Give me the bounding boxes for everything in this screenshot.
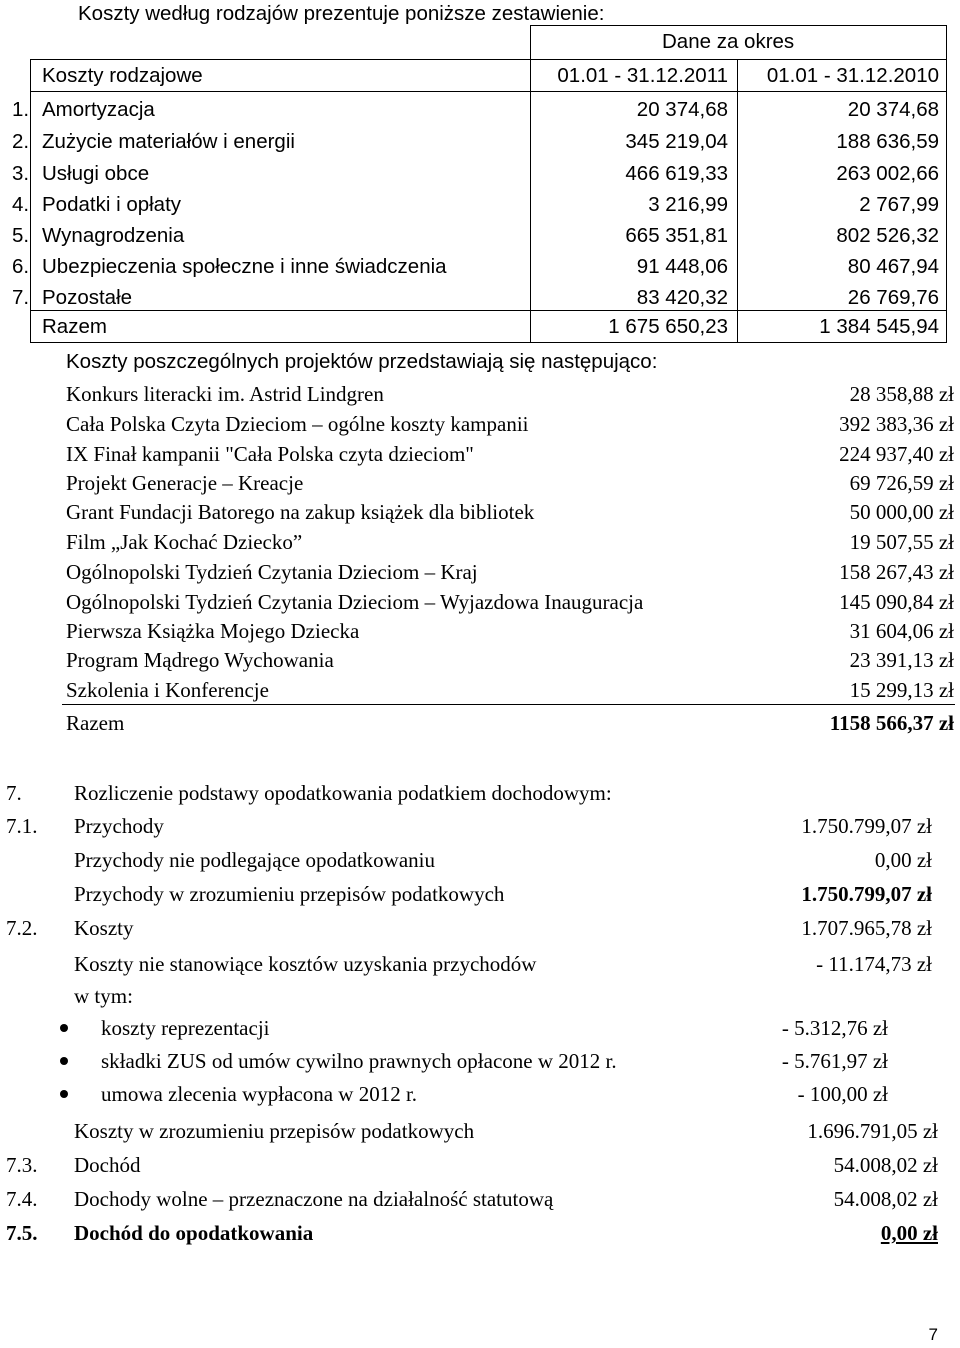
table-border xyxy=(30,91,947,92)
list-item: Program Mądrego Wychowania 23 391,13 zł xyxy=(66,648,954,672)
section-number: 7.2. xyxy=(6,916,38,940)
list-item: Cała Polska Czyta Dzieciom – ogólne koszty kampanii 392 383,36 zł xyxy=(66,412,954,436)
col-2010-header: 01.01 - 31.12.2010 xyxy=(766,64,939,87)
list-item: IX Finał kampanii "Cała Polska czyta dzieciom" 224 937,40 zł xyxy=(66,442,954,466)
revenue-value: 1.750.799,07 zł xyxy=(801,814,932,838)
list-item: Konkurs literacki im. Astrid Lindgren 28 358,88 zł xyxy=(66,382,954,406)
revenue-label: Przychody xyxy=(74,814,164,838)
bullet-item-label: koszty reprezentacji xyxy=(101,1016,270,1040)
list-item: Projekt Generacje – Kreacje 69 726,59 zł xyxy=(66,471,954,495)
bullet-item-label: składki ZUS od umów cywilno prawnych opłacone w 2012 r. xyxy=(101,1049,617,1073)
exempt-income-value: 54.008,02 zł xyxy=(833,1187,938,1211)
table-row: 5. Wynagrodzenia 665 351,81 802 526,32 xyxy=(12,224,939,247)
page-number: 7 xyxy=(928,1325,938,1344)
bullet-item-value: - 5.312,76 zł xyxy=(781,1016,888,1040)
costs-label: Koszty xyxy=(74,916,134,940)
projects-divider xyxy=(62,704,955,705)
taxable-income-value: 0,00 zł xyxy=(880,1221,938,1245)
table-row: 7. Pozostałe 83 420,32 26 769,76 xyxy=(12,286,939,309)
table-border xyxy=(30,342,947,343)
section-number: 7. xyxy=(6,781,22,805)
list-item: Ogólnopolski Tydzień Czytania Dzieciom – Kraj 158 267,43 zł xyxy=(66,560,954,584)
section-number: 7.3. xyxy=(6,1153,38,1177)
tax-revenue-value: 1.750.799,07 zł xyxy=(801,882,932,906)
bullet-item-label: umowa zlecenia wypłacona w 2012 r. xyxy=(101,1082,418,1106)
section-number: 7.4. xyxy=(6,1187,38,1211)
table-row: 2. Zużycie materiałów i energii 345 219,04 188 636,59 xyxy=(12,130,939,153)
projects-total-value: 1158 566,37 zł xyxy=(829,711,954,735)
including-label: w tym: xyxy=(74,984,133,1008)
non-taxable-revenue-label: Przychody nie podlegające opodatkowaniu xyxy=(74,848,435,872)
table-total-2011: 1 675 650,23 xyxy=(608,315,728,338)
list-item: Grant Fundacji Batorego na zakup książek dla bibliotek 50 000,00 zł xyxy=(66,500,954,524)
tax-revenue-label: Przychody w zrozumieniu przepisów podatkowych xyxy=(74,882,505,906)
bullet-item-value: - 5.761,97 zł xyxy=(781,1049,888,1073)
non-deductible-costs-label: Koszty nie stanowiące kosztów uzyskania przychodów xyxy=(74,952,537,976)
table-border xyxy=(30,59,947,60)
list-item: Film „Jak Kochać Dziecko” 19 507,55 zł xyxy=(66,530,954,554)
costs-value: 1.707.965,78 zł xyxy=(801,916,932,940)
period-header: Dane za okres xyxy=(662,30,795,53)
income-value: 54.008,02 zł xyxy=(833,1153,938,1177)
deductible-costs-value: 1.696.791,05 zł xyxy=(807,1119,938,1143)
table-row: 1. Amortyzacja 20 374,68 20 374,68 xyxy=(12,98,939,121)
section-number: 7.1. xyxy=(6,814,38,838)
exempt-income-label: Dochody wolne – przeznaczone na działalność statutową xyxy=(74,1187,554,1211)
non-taxable-revenue-value: 0,00 zł xyxy=(874,848,932,872)
col-2011-header: 01.01 - 31.12.2011 xyxy=(557,64,728,87)
list-item: Ogólnopolski Tydzień Czytania Dzieciom – Wyjazdowa Inauguracja 145 090,84 zł xyxy=(66,590,954,614)
bullet-icon xyxy=(60,1090,68,1098)
table-row: 4. Podatki i opłaty 3 216,99 2 767,99 xyxy=(12,193,939,216)
table-border xyxy=(530,25,947,26)
list-item: Pierwsza Książka Mojego Dziecka 31 604,06 zł xyxy=(66,619,954,643)
bullet-icon xyxy=(60,1057,68,1065)
bullet-item-value: - 100,00 zł xyxy=(797,1082,888,1106)
deductible-costs-label: Koszty w zrozumieniu przepisów podatkowych xyxy=(74,1119,475,1143)
table-row: 3. Usługi obce 466 619,33 263 002,66 xyxy=(12,162,939,185)
section-number: 7.5. xyxy=(6,1221,38,1245)
intro-text: Koszty według rodzajów prezentuje poniższe zestawienie: xyxy=(78,2,605,25)
projects-heading: Koszty poszczególnych projektów przedstawiają się następująco: xyxy=(66,350,658,373)
table-total-2010: 1 384 545,94 xyxy=(819,315,939,338)
section-title: Rozliczenie podstawy opodatkowania podatkiem dochodowym: xyxy=(74,781,612,805)
projects-total-label: Razem xyxy=(66,711,125,735)
income-label: Dochód xyxy=(74,1153,141,1177)
taxable-income-label: Dochód do opodatkowania xyxy=(74,1221,314,1245)
non-deductible-costs-value: - 11.174,73 zł xyxy=(816,952,932,976)
bullet-icon xyxy=(60,1024,68,1032)
table-total-label: Razem xyxy=(42,315,107,338)
list-item: Szkolenia i Konferencje 15 299,13 zł xyxy=(66,678,954,702)
label-header: Koszty rodzajowe xyxy=(42,64,203,87)
table-row: 6. Ubezpieczenia społeczne i inne świadczenia 91 448,06 80 467,94 xyxy=(12,255,939,278)
